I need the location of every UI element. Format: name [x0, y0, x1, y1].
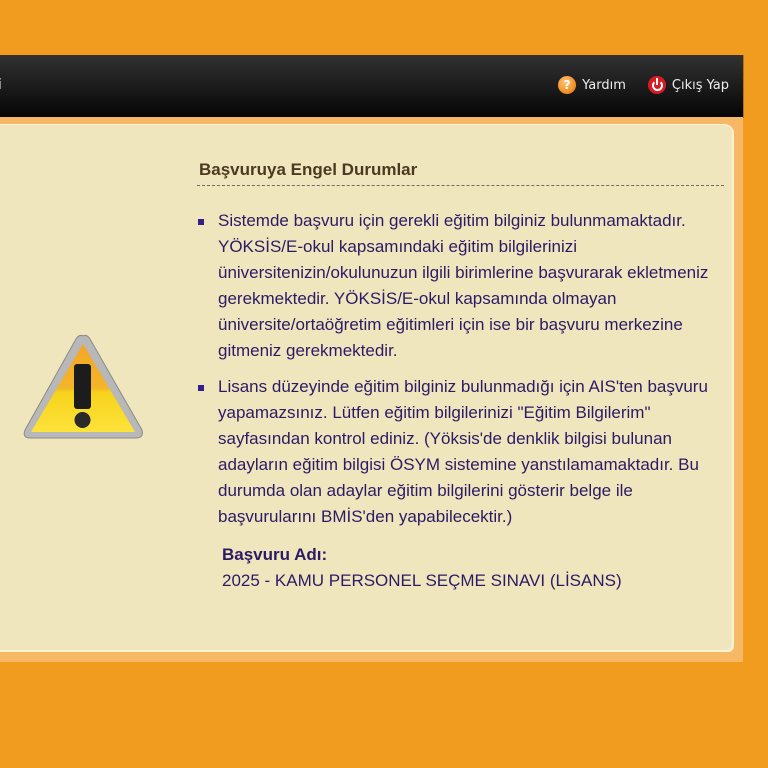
section-heading: Başvuruya Engel Durumlar	[197, 158, 724, 186]
application-name-value: 2025 - KAMU PERSONEL SEÇME SINAVI (LİSANS)	[222, 571, 622, 590]
help-label: Yardım	[582, 77, 626, 93]
header-title-fragment	[0, 77, 2, 93]
reason-item: Lisans düzeyinde eğitim bilginiz bulunmadığı için AIS'ten başvuru yapamazsınız. Lütfen eğitim bilgilerinizi "Eğitim Bilgilerim" sayfasından kontrol ediniz. (Yöksis'de denklik bilgisi bulunan adayların eğitim bilgisi ÖSYM sistemine yanstılamamaktadır. Bu durumda olan adaylar eğitim bilgilerini gösterir belge ile başvurularını BMİS'den yapabilecektir.)	[197, 374, 724, 530]
application-info	[197, 542, 724, 594]
application-name-label: Başvuru Adı:	[222, 545, 328, 564]
warning-icon	[20, 332, 146, 442]
ineligibility-section	[197, 158, 724, 594]
reasons-list	[197, 208, 724, 530]
help-link[interactable]	[558, 76, 626, 94]
reason-item: Sistemde başvuru için gerekli eğitim bilginiz bulunmamaktadır. YÖKSİS/E-okul kapsamındaki eğitim bilgilerinizi üniversitenizin/okulunuzun ilgili birimlerine başvurarak ekletmeniz gerekmektedir. YÖKSİS/E-okul kapsamında olmayan üniversite/ortaöğretim eğitimleri için ise bir başvuru merkezine gitmeniz gerekmektedir.	[197, 208, 724, 364]
power-icon	[648, 76, 666, 94]
top-navigation-bar	[0, 55, 743, 118]
help-icon: ?	[558, 76, 576, 94]
header-nav	[558, 76, 729, 94]
logout-label: Çıkış Yap	[671, 77, 729, 93]
logout-link[interactable]	[648, 76, 729, 94]
